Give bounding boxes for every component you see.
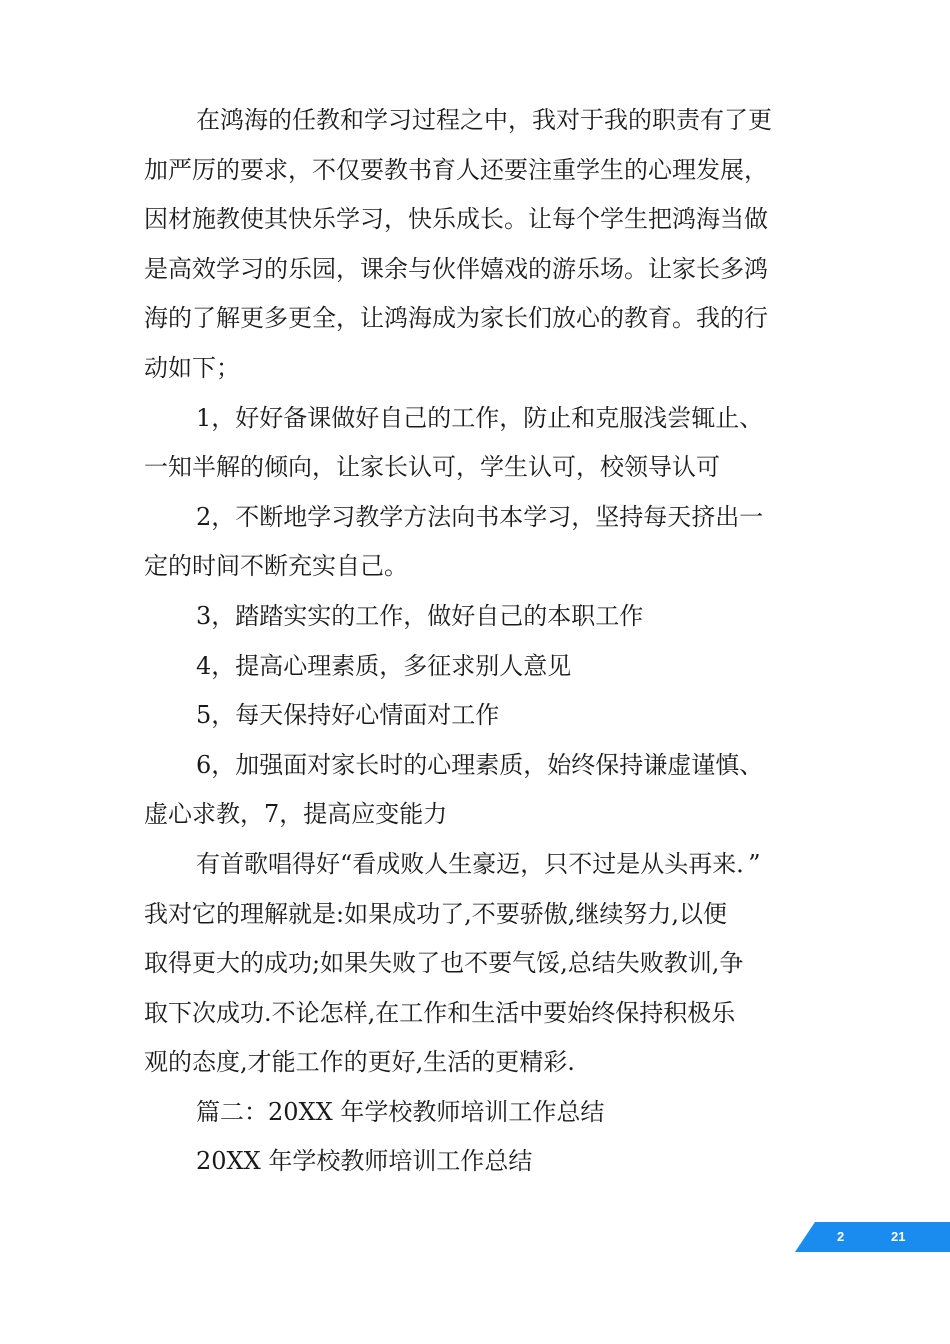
paragraph	[144, 394, 814, 493]
page-number-banner	[795, 1222, 950, 1252]
text-line: 观的态度,才能工作的更好,生活的更精彩.	[144, 1048, 575, 1077]
text-line: 动如下；	[144, 353, 240, 382]
text-line: 虚心求教，7，提高应变能力	[144, 800, 448, 829]
text-line: 我对它的理解就是:如果成功了,不要骄傲,继续努力,以便	[144, 899, 727, 928]
total-pages: 21	[891, 1229, 906, 1244]
text-line: 取得更大的成功;如果失败了也不要气馁,总结失败教训,争	[144, 949, 744, 978]
text-line: 1，好好备课做好自己的工作，防止和克服浅尝辄止、	[196, 403, 764, 432]
paragraph	[144, 691, 814, 741]
text-line: 一知半解的倾向，让家长认可，学生认可，校领导认可	[144, 453, 720, 482]
text-line: 是高效学习的乐园，课余与伙伴嬉戏的游乐场。让家长多鸿	[144, 254, 768, 283]
text-line: 2，不断地学习教学方法向书本学习，坚持每天挤出一	[196, 502, 764, 531]
text-line: 在鸿海的任教和学习过程之中，我对于我的职责有了更	[196, 106, 772, 134]
paragraph	[144, 840, 814, 1088]
page-number: 2	[837, 1229, 845, 1244]
text-line: 5，每天保持好心情面对工作	[196, 701, 500, 730]
page-footer	[795, 1222, 950, 1252]
text-line: 20XX 年学校教师培训工作总结	[196, 1147, 533, 1176]
text-line: 取下次成功.不论怎样,在工作和生活中要始终保持积极乐	[144, 998, 736, 1027]
text-line: 4，提高心理素质，多征求别人意见	[196, 651, 572, 680]
text-line: 篇二：20XX 年学校教师培训工作总结	[196, 1097, 605, 1126]
document-body	[144, 96, 814, 1187]
paragraph	[144, 592, 814, 642]
text-line: 因材施教使其快乐学习，快乐成长。让每个学生把鸿海当做	[144, 205, 768, 234]
text-line: 有首歌唱得好“看成败人生豪迈，只不过是从头再来．”	[196, 849, 761, 878]
paragraph	[144, 96, 814, 394]
text-line: 定的时间不断充实自己。	[144, 552, 408, 581]
paragraph	[144, 741, 814, 840]
text-line: 3，踏踏实实的工作，做好自己的本职工作	[196, 601, 644, 630]
section-heading	[144, 1088, 814, 1138]
text-line: 海的了解更多更全，让鸿海成为家长们放心的教育。我的行	[144, 304, 768, 333]
section-title	[144, 1137, 814, 1187]
paragraph	[144, 493, 814, 592]
text-line: 6，加强面对家长时的心理素质，始终保持谦虚谨慎、	[196, 750, 764, 779]
text-line: 加严厉的要求，不仅要教书育人还要注重学生的心理发展，	[144, 155, 768, 184]
paragraph	[144, 642, 814, 692]
